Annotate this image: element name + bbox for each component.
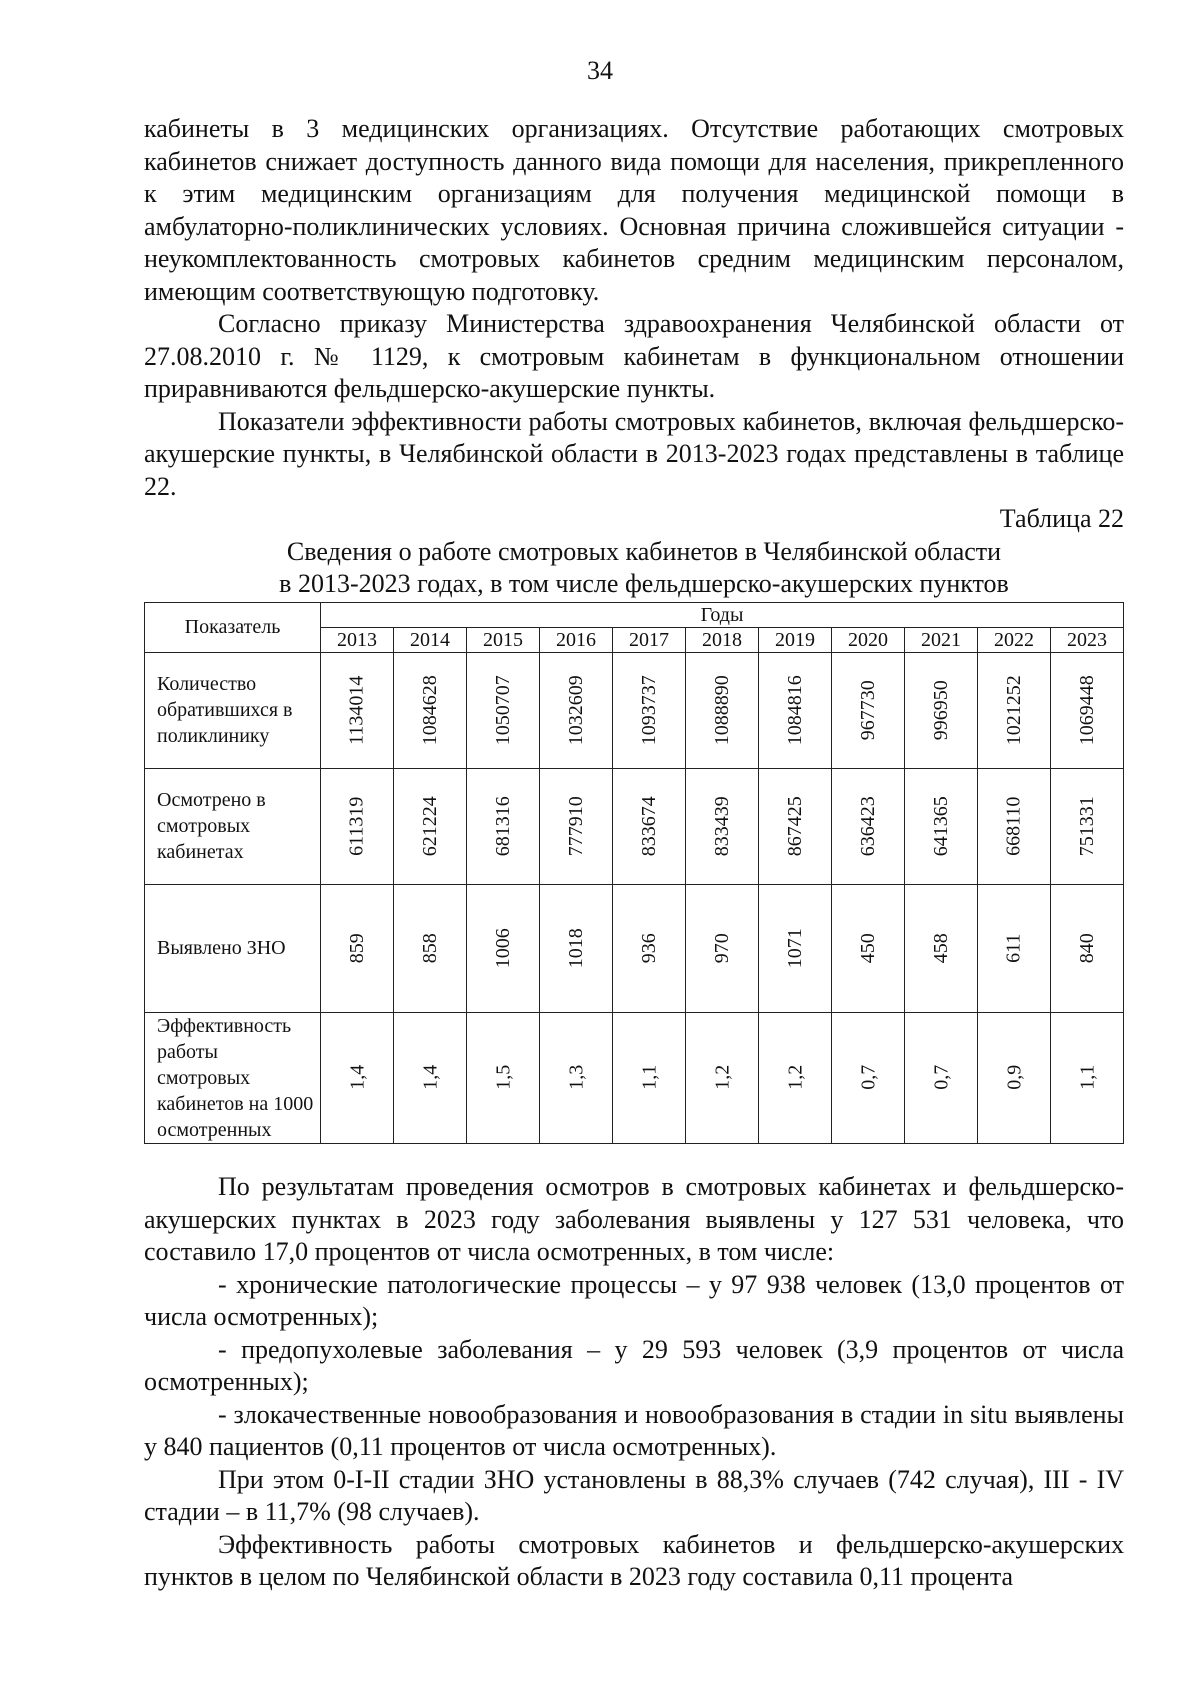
cell-value: 936	[637, 933, 660, 963]
table-cell	[321, 768, 394, 884]
table-cell	[540, 768, 613, 884]
table-cell	[613, 768, 686, 884]
table-caption-line-2: в 2013-2023 годах, в том числе фельдшерско-акушерских пунктов	[279, 568, 1009, 598]
table-cell	[613, 652, 686, 768]
table-cell	[686, 652, 759, 768]
table-cell	[1051, 652, 1124, 768]
table-cell	[905, 768, 978, 884]
table-cell	[394, 1012, 467, 1143]
cell-value: 1,3	[564, 1065, 587, 1090]
table-cell	[394, 884, 467, 1012]
table-row	[145, 768, 1124, 884]
table-caption-line-1: Сведения о работе смотровых кабинетов в Челябинской области	[286, 536, 1002, 566]
cell-value: 681316	[491, 796, 514, 856]
cell-value: 858	[418, 933, 441, 963]
row-label: Эффективность работы смотровых кабинетов на 1000 осмотренных	[145, 1012, 321, 1143]
cell-value: 867425	[783, 796, 806, 856]
row-label: Количество обратившихся в поликлинику	[145, 652, 321, 768]
table-cell	[759, 1012, 832, 1143]
cell-value: 1018	[564, 928, 587, 968]
cell-value: 0,9	[1002, 1065, 1025, 1090]
table-cell	[905, 652, 978, 768]
table-label: Таблица 22	[999, 504, 1124, 533]
cell-value: 1088890	[710, 675, 733, 745]
cell-value: 970	[710, 933, 733, 963]
table-cell	[759, 884, 832, 1012]
table-cell	[613, 884, 686, 1012]
table-row	[145, 652, 1124, 768]
results-paragraph-3: Эффективность работы смотровых кабинетов и фельдшерско-акушерских пунктов в целом по Челябинской области в 2023 году составила 0,11 процента	[144, 1529, 1124, 1591]
cell-value: 621224	[418, 796, 441, 856]
table-cell	[1051, 768, 1124, 884]
intro-paragraph-1: кабинеты в 3 медицинских организациях. Отсутствие работающих смотровых кабинетов снижает доступность данного вида помощи для населения, прикрепленного к этим медицинским организациям для получения медицинской помощи в амбулаторно-поликлинических условиях. Основная причина сложившейся ситуации - неукомплектованность смотровых кабинетов средним медицинским персоналом, имеющим соответствующую подготовку.	[144, 114, 1124, 306]
table-cell	[978, 884, 1051, 1012]
table-cell	[394, 768, 467, 884]
table-cell	[686, 768, 759, 884]
results-paragraph-1: По результатам проведения осмотров в смотровых кабинетах и фельдшерско-акушерских пунктах в 2023 году заболевания выявлены у 127 531 человека, что составило 17,0 процентов от числа осмотренных, в том числе:	[144, 1172, 1124, 1266]
cell-value: 1,1	[1075, 1065, 1098, 1090]
cell-value: 1,4	[345, 1065, 368, 1090]
table-cell	[1051, 884, 1124, 1012]
table-cell	[905, 1012, 978, 1143]
cell-value: 1134014	[345, 675, 368, 745]
table-cell	[686, 884, 759, 1012]
cell-value: 641365	[929, 796, 952, 856]
cell-value: 1069448	[1075, 675, 1098, 745]
data-table	[144, 602, 1124, 1144]
table-cell	[467, 768, 540, 884]
cell-value: 1071	[783, 928, 806, 968]
results-list-item-1: - хронические патологические процессы – у 97 938 человек (13,0 процентов от числа осмотренных);	[144, 1269, 1124, 1331]
cell-value: 859	[345, 933, 368, 963]
year-header: 2021	[905, 627, 978, 652]
year-header: 2013	[321, 627, 394, 652]
year-header: 2015	[467, 627, 540, 652]
year-header: 2018	[686, 627, 759, 652]
row-label: Выявлено ЗНО	[145, 884, 321, 1012]
cell-value: 751331	[1075, 796, 1098, 856]
cell-value: 1006	[491, 928, 514, 968]
table-cell	[832, 768, 905, 884]
table-cell	[832, 652, 905, 768]
table-row	[145, 1012, 1124, 1143]
cell-value: 996950	[929, 680, 952, 740]
year-header: 2019	[759, 627, 832, 652]
cell-value: 840	[1075, 933, 1098, 963]
intro-paragraph-2: Согласно приказу Министерства здравоохранения Челябинской области от 27.08.2010 г. № 1129, к смотровым кабинетам в функциональном отношении приравниваются фельдшерско-акушерские пункты.	[144, 309, 1124, 403]
cell-value: 1,5	[491, 1065, 514, 1090]
table-cell	[759, 652, 832, 768]
year-header: 2022	[978, 627, 1051, 652]
cell-value: 1021252	[1002, 675, 1025, 745]
page-number: 34	[587, 56, 613, 85]
cell-value: 1084816	[783, 675, 806, 745]
results-list-item-2: - предопухолевые заболевания – у 29 593 человек (3,9 процентов от числа осмотренных);	[144, 1334, 1124, 1396]
intro-paragraph-3: Показатели эффективности работы смотровых кабинетов, включая фельдшерско-акушерские пункты, в Челябинской области в 2013-2023 годах представлены в таблице 22.	[144, 406, 1124, 501]
year-header: 2023	[1051, 627, 1124, 652]
table-cell	[686, 1012, 759, 1143]
cell-value: 1084628	[418, 675, 441, 745]
cell-value: 1,4	[418, 1065, 441, 1090]
cell-value: 1093737	[637, 675, 660, 745]
cell-value: 1050707	[491, 675, 514, 745]
header-indicator: Показатель	[145, 602, 321, 652]
table-cell	[978, 1012, 1051, 1143]
cell-value: 458	[929, 933, 952, 963]
results-list-item-3: - злокачественные новообразования и новообразования в стадии in situ выявлены у 840 пациентов (0,11 процентов от числа осмотренных).	[144, 1399, 1124, 1461]
table-cell	[394, 652, 467, 768]
table-cell	[832, 884, 905, 1012]
table-row	[145, 884, 1124, 1012]
cell-value: 450	[856, 933, 879, 963]
table-cell	[978, 652, 1051, 768]
table-cell	[905, 884, 978, 1012]
cell-value: 611	[1002, 933, 1025, 963]
year-header: 2014	[394, 627, 467, 652]
year-header: 2016	[540, 627, 613, 652]
table-cell	[321, 652, 394, 768]
cell-value: 1,1	[637, 1065, 660, 1090]
table-cell	[321, 884, 394, 1012]
intro-section	[144, 113, 1124, 1144]
cell-value: 0,7	[929, 1065, 952, 1090]
year-header: 2020	[832, 627, 905, 652]
table-cell	[613, 1012, 686, 1143]
cell-value: 636423	[856, 796, 879, 856]
table-cell	[540, 1012, 613, 1143]
table-cell	[540, 652, 613, 768]
table-cell	[321, 1012, 394, 1143]
row-label: Осмотрено в смотровых кабинетах	[145, 768, 321, 884]
cell-value: 833439	[710, 796, 733, 856]
table-cell	[978, 768, 1051, 884]
cell-value: 1032609	[564, 675, 587, 745]
table-cell	[759, 768, 832, 884]
header-years: Годы	[321, 602, 1124, 627]
table-cell	[467, 884, 540, 1012]
table-cell	[832, 1012, 905, 1143]
cell-value: 777910	[564, 796, 587, 856]
cell-value: 0,7	[856, 1065, 879, 1090]
results-section	[144, 1171, 1124, 1594]
cell-value: 1,2	[710, 1065, 733, 1090]
table-cell	[467, 652, 540, 768]
cell-value: 967730	[856, 680, 879, 740]
table-cell	[467, 1012, 540, 1143]
cell-value: 1,2	[783, 1065, 806, 1090]
cell-value: 611319	[345, 796, 368, 856]
cell-value: 668110	[1002, 796, 1025, 856]
cell-value: 833674	[637, 796, 660, 856]
results-paragraph-2: При этом 0-I-II стадии ЗНО установлены в 88,3% случаев (742 случая), III - IV стадии – в 11,7% (98 случаев).	[144, 1464, 1124, 1526]
table-cell	[540, 884, 613, 1012]
table-cell	[1051, 1012, 1124, 1143]
year-header: 2017	[613, 627, 686, 652]
